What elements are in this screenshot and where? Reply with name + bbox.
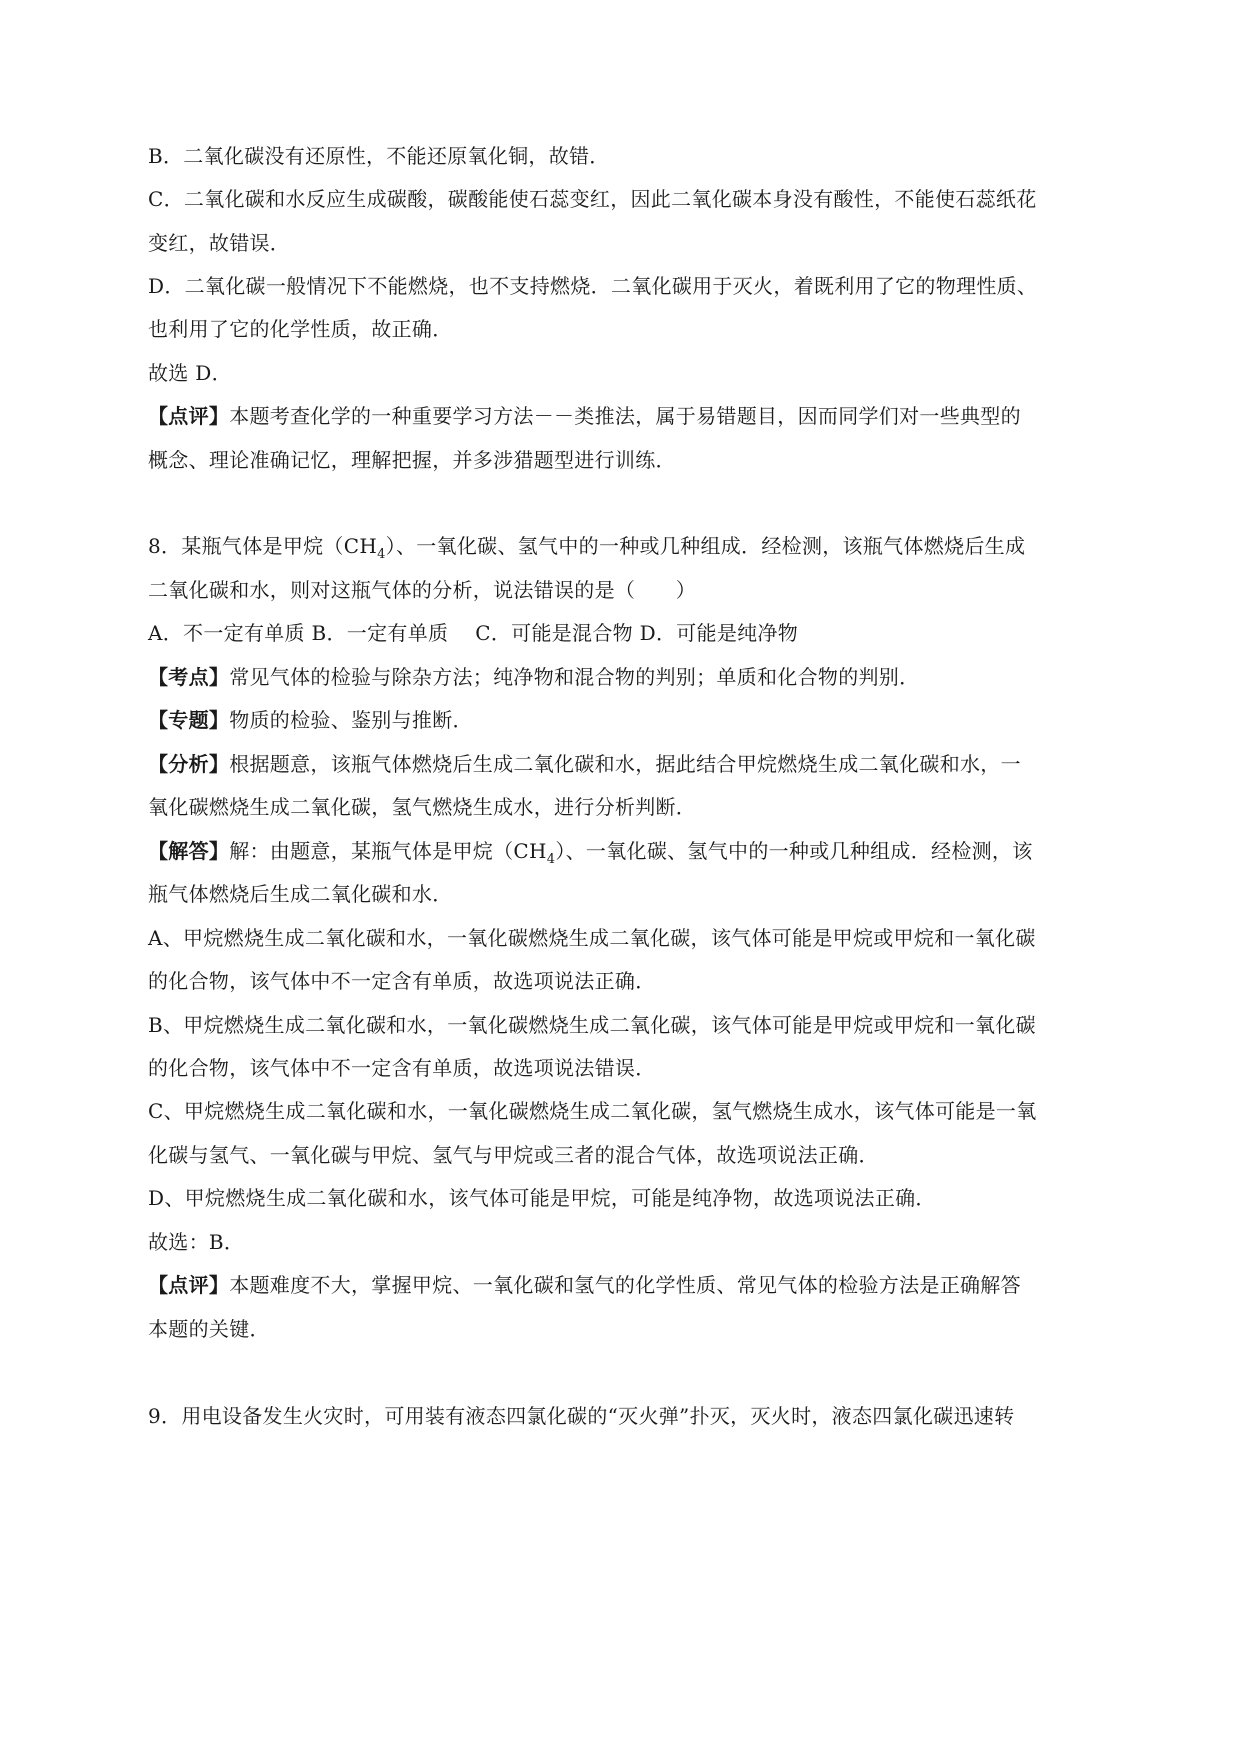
analysis-b-line2: 的化合物，该气体中不一定含有单质，故选项说法错误．: [148, 1056, 656, 1080]
question-8-line2: 二氧化碳和水，则对这瓶气体的分析，说法错误的是（ ）: [148, 578, 697, 602]
question-8-rest: ）、一氧化碳、氢气中的一种或几种组成．经检测，该瓶气体燃烧后生成: [385, 534, 1026, 558]
review2-line2: 本题的关键．: [148, 1317, 270, 1341]
answer-option-d-line2: 也利用了它的化学性质，故正确．: [148, 317, 453, 341]
kaodian-line: [148, 663, 1098, 691]
review2-text: 本题难度不大，掌握甲烷、一氧化碳和氢气的化学性质、常见气体的检验方法是正确解答: [229, 1273, 1021, 1297]
fenxi-label: 【分析】: [148, 752, 230, 776]
question-9-line1: 9．用电设备发生火灾时，可用装有液态四氯化碳的“灭火弹”扑灭，灭火时，液态四氯化碳迅速转: [148, 1404, 1015, 1428]
answer-option-d-line1: D．二氧化碳一般情况下不能燃烧，也不支持燃烧．二氧化碳用于灭火，着既利用了它的物理性质、: [148, 274, 1038, 298]
jieda-label: 【解答】: [148, 839, 230, 863]
analysis-a-line2: 的化合物，该气体中不一定含有单质，故选项说法正确．: [148, 969, 656, 993]
analysis-c-line1: C、甲烷燃烧生成二氧化碳和水，一氧化碳燃烧生成二氧化碳，氢气燃烧生成水，该气体可能是一氧: [148, 1099, 1037, 1123]
analysis-c-line2: 化碳与氢气、一氧化碳与甲烷、氢气与甲烷或三者的混合气体，故选项说法正确．: [148, 1143, 879, 1167]
kaodian-text: 常见气体的检验与除杂方法；纯净物和混合物的判别；单质和化合物的判别．: [229, 665, 920, 689]
analysis-d-line: D、甲烷燃烧生成二氧化碳和水，该气体可能是甲烷，可能是纯净物，故选项说法正确．: [148, 1186, 936, 1210]
zhuanti-text: 物质的检验、鉴别与推断．: [229, 708, 473, 732]
analysis-b-line1: B、甲烷燃烧生成二氧化碳和水，一氧化碳燃烧生成二氧化碳，该气体可能是甲烷或甲烷和一氧化碳: [148, 1013, 1036, 1037]
answer-option-c-line2: 变红，故错误．: [148, 231, 291, 255]
jieda-text-rest: ）、一氧化碳、氢气中的一种或几种组成．经检测，该: [555, 839, 1033, 863]
answer-option-b: B．二氧化碳没有还原性，不能还原氧化铜，故错．: [148, 144, 610, 168]
jieda-line2: 瓶气体燃烧后生成二氧化碳和水．: [148, 882, 453, 906]
kaodian-label: 【考点】: [148, 665, 230, 689]
zhuanti-line: [148, 706, 1098, 734]
review-label: 【点评】: [148, 404, 230, 428]
question-8-line1: [148, 532, 1098, 560]
jieda-text-prefix: 解：由题意，某瓶气体是甲烷（CH: [229, 839, 547, 863]
review-line1: [148, 402, 1098, 430]
fenxi-line2: 氧化碳燃烧生成二氧化碳，氢气燃烧生成水，进行分析判断．: [148, 795, 697, 819]
zhuanti-label: 【专题】: [148, 708, 230, 732]
fenxi-text: 根据题意，该瓶气体燃烧后生成二氧化碳和水，据此结合甲烷燃烧生成二氧化碳和水，一: [229, 752, 1021, 776]
subscript-4: 4: [377, 547, 386, 562]
answer-choice-8: 故选：B．: [148, 1230, 245, 1254]
review-line2: 概念、理论准确记忆，理解把握，并多涉猎题型进行训练．: [148, 448, 676, 472]
analysis-a-line1: A、甲烷燃烧生成二氧化碳和水，一氧化碳燃烧生成二氧化碳，该气体可能是甲烷或甲烷和一氧化碳: [148, 926, 1036, 950]
review2-line1: [148, 1271, 1098, 1299]
question-8-prefix: 8．某瓶气体是甲烷（CH: [148, 534, 378, 558]
answer-option-c-line1: C．二氧化碳和水反应生成碳酸，碳酸能使石蕊变红，因此二氧化碳本身没有酸性，不能使石蕊纸花: [148, 187, 1037, 211]
answer-choice-7: 故选 D．: [148, 361, 232, 385]
jieda-line1: [148, 837, 1098, 865]
review2-label: 【点评】: [148, 1273, 230, 1297]
question-8-options: A．不一定有单质 B．一定有单质 C．可能是混合物 D．可能是纯净物: [148, 621, 799, 645]
review-text: 本题考查化学的一种重要学习方法－－类推法，属于易错题目，因而同学们对一些典型的: [229, 404, 1021, 428]
subscript-4-jieda: 4: [546, 852, 556, 867]
fenxi-line1: [148, 750, 1098, 778]
